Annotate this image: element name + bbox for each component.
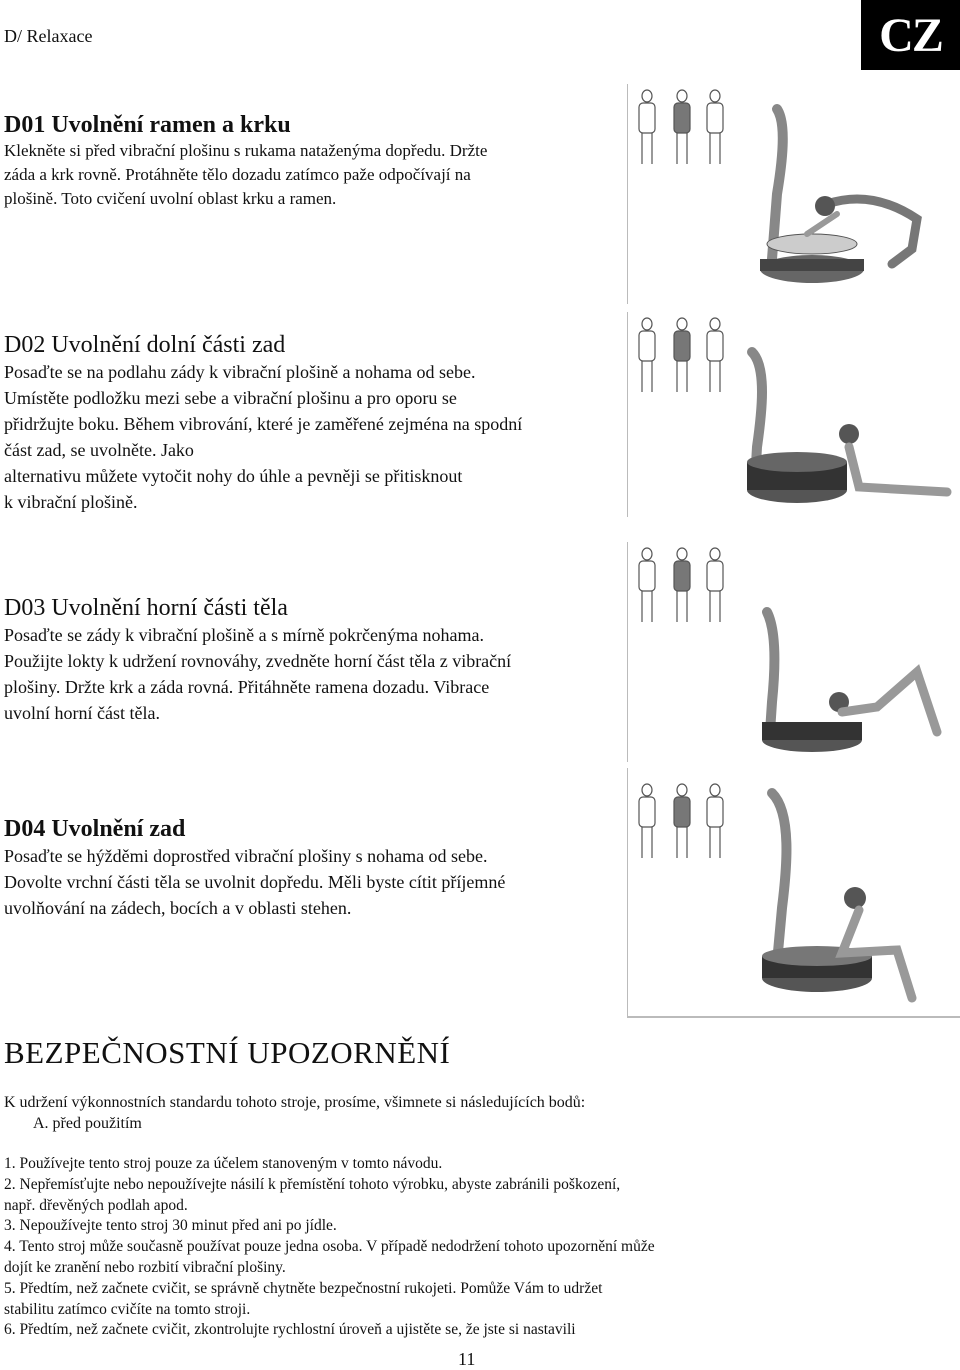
- muscle-chart-icon: [639, 318, 723, 392]
- safety-subheading: A. před použitím: [33, 1115, 142, 1132]
- muscle-chart-icon: [639, 784, 723, 858]
- exercise-title: D03 Uvolnění horní části těla: [4, 595, 288, 621]
- description-line: uvolní horní část těla.: [4, 703, 160, 723]
- list-item: např. dřevěných podlah apod.: [4, 1196, 188, 1214]
- handle-post-icon: [772, 793, 786, 963]
- list-item: 1. Používejte tento stroj pouze za účelem stanoveným v tomto návodu.: [4, 1155, 443, 1172]
- section-label: D/ Relaxace: [4, 26, 93, 46]
- exercise-title: D01 Uvolnění ramen a krku: [4, 112, 291, 138]
- list-item: 2. Nepřemísťujte nebo nepoužívejte násilí k přemístění tohoto výrobku, abyste zabránili poškození,: [4, 1175, 621, 1193]
- description-line: plošině. Toto cvičení uvolní oblast krku a ramen.: [4, 189, 337, 208]
- handle-post-icon: [767, 612, 774, 732]
- page-number: 11: [458, 1349, 476, 1369]
- person-icon: [827, 199, 917, 264]
- list-item: 5. Předtím, než začnete cvičit, se správně chytněte bezpečnostní rukojeti. Pomůže Vám to udržet: [4, 1279, 603, 1297]
- exercise-description: [4, 843, 505, 921]
- description-line: plošiny. Držte krk a záda rovná. Přitáhněte ramena dozadu. Vibrace: [4, 677, 490, 697]
- language-badge: CZ: [861, 0, 960, 70]
- exercise-d04: [4, 815, 505, 921]
- description-line: záda a krk rovně. Protáhněte tělo dozadu zatímco paže odpočívají na: [4, 165, 471, 184]
- description-line: Umístěte podložku mezi sebe a vibrační plošinu a pro oporu se: [4, 388, 457, 408]
- description-line: Klekněte si před vibrační plošinu s rukama nataženýma dopředu. Držte: [4, 141, 488, 160]
- exercise-d03-illustration: [627, 542, 960, 762]
- exercise-title: D02 Uvolnění dolní části zad: [4, 332, 286, 358]
- exercise-description: [4, 622, 511, 726]
- description-line: Posaďte se na podlahu zády k vibrační plošině a nohama od sebe.: [4, 362, 476, 382]
- description-line: k vibrační plošině.: [4, 492, 138, 512]
- list-item: dojít ke zranění nebo rozbití vibrační plošiny.: [4, 1258, 286, 1276]
- exercise-description: [4, 359, 522, 515]
- description-line: Posaďte se zády k vibrační plošině a s mírně pokrčenýma nohama.: [4, 625, 484, 645]
- exercise-d01: [4, 111, 487, 211]
- description-line: Dovolte vrchní části těla se uvolnit dopředu. Měli byste cítit příjemné: [4, 872, 506, 892]
- description-line: Posaďte se hýžděmi doprostřed vibrační plošiny s nohama od sebe.: [4, 846, 488, 866]
- list-item: 3. Nepoužívejte tento stroj 30 minut před ani po jídle.: [4, 1217, 337, 1235]
- person-icon: [849, 447, 947, 492]
- exercise-d01-illustration: [627, 84, 960, 304]
- description-line: alternativu můžete vytočit nohy do úhle a pevněji se přitisknout: [4, 466, 463, 486]
- list-item: stabilitu zatímco cvičíte na tomto stroji.: [4, 1300, 251, 1318]
- safety-intro: K udržení výkonnostních standardu tohoto stroje, prosíme, všimnete si následujících bodů:: [4, 1094, 586, 1111]
- exercise-d04-illustration: [627, 768, 960, 1018]
- muscle-chart-icon: [639, 548, 723, 622]
- description-line: uvolňování na zádech, bocích a v oblasti stehen.: [4, 898, 352, 918]
- description-line: část zad, se uvolněte. Jako: [4, 440, 194, 460]
- exercise-description: [4, 139, 487, 211]
- description-line: přidržujte boku. Během vibrování, které je zaměřené zejména na spodní: [4, 414, 523, 434]
- safety-title: BEZPEČNOSTNÍ UPOZORNĚNÍ: [4, 1035, 451, 1070]
- description-line: Použijte lokty k udržení rovnováhy, zvedněte horní část těla z vibrační: [4, 651, 512, 671]
- safety-list: [4, 1154, 904, 1341]
- list-item: 4. Tento stroj může současně používat pouze jedna osoba. V případě nedodržení tohoto upozornění může: [4, 1238, 655, 1256]
- exercise-d03: [4, 594, 511, 726]
- exercise-d02: [4, 331, 522, 515]
- list-item: 6. Předtím, než začnete cvičit, zkontrolujte rychlostní úroveň a ujistěte se, že jste si nastavili: [4, 1321, 576, 1339]
- exercise-title: D04 Uvolnění zad: [4, 816, 186, 842]
- muscle-chart-icon: [639, 90, 723, 164]
- exercise-d02-illustration: [627, 312, 960, 517]
